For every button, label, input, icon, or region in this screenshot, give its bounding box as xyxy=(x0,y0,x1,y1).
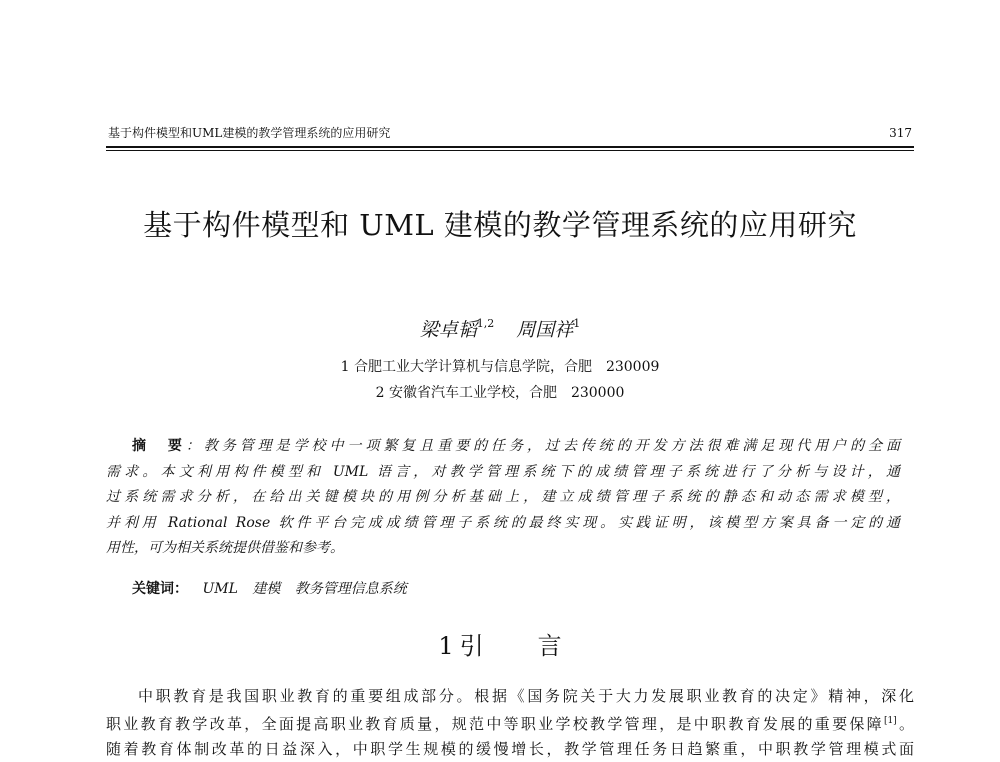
affiliation: 1 合肥工业大学计算机与信息学院，合肥 230009 xyxy=(340,359,660,375)
author-list xyxy=(0,311,1000,343)
keyword: UML xyxy=(202,581,238,597)
body-line xyxy=(106,709,914,737)
author-affil-mark: 1 xyxy=(573,317,581,330)
citation-ref: [1] xyxy=(883,716,897,726)
abstract-line: 需求。本文利用构件模型和 UML 语言，对教学管理系统下的成绩管理子系统进行了分析与设计，通 xyxy=(106,463,900,480)
affiliation: 2 安徽省汽车工业学校，合肥 230000 xyxy=(375,385,625,401)
abstract-text: ：教务管理是学校中一项繁复且重要的任务，过去传统的开发方法很难满足现代用户的全面 xyxy=(185,438,900,454)
body-line-end: 。 xyxy=(896,715,914,733)
keyword: 建模 xyxy=(252,581,281,597)
author-name: 周国祥 xyxy=(516,319,574,341)
keywords: 关键词： UML 建模 教务管理信息系统 xyxy=(132,581,407,597)
abstract xyxy=(106,434,900,562)
body-line: 随着教育体制改革的日益深入，中职学生规模的缓慢增长，教学管理任务日趋繁重，中职教学管理模式面 xyxy=(106,740,914,758)
section-number: 1 xyxy=(438,632,454,660)
running-header xyxy=(106,124,914,148)
abstract-line: 过系统需求分析，在给出关键模块的用例分析基础上，建立成绩管理子系统的静态和动态需求模型， xyxy=(106,489,900,505)
keywords-label: 关键词 xyxy=(132,581,174,597)
body-line: 中职教育是我国职业教育的重要组成部分。根据《国务院关于大力发展职业教育的决定》精神，深化 xyxy=(138,687,914,705)
abstract-line: 并利用 Rational Rose 软件平台完成成绩管理子系统的最终实现。实践证明，该模型方案具备一定的通 xyxy=(106,514,900,531)
section-title-part: 引 xyxy=(459,632,484,660)
author-affil-mark: 1,2 xyxy=(476,317,495,330)
abstract-label: 摘 要 xyxy=(132,438,186,454)
body-text xyxy=(106,684,914,762)
section-heading xyxy=(0,630,1000,662)
paper-title: 基于构件模型和 UML 建模的教学管理系统的应用研究 xyxy=(143,208,857,242)
keyword: 教务管理信息系统 xyxy=(294,581,407,597)
abstract-line xyxy=(106,434,900,460)
section-title-part: 言 xyxy=(537,632,562,660)
page-number: 317 xyxy=(889,126,912,140)
body-line-text: 职业教育教学改革，全面提高职业教育质量，规范中等职业学校教学管理，是中职教育发展的重要保障 xyxy=(106,715,884,733)
running-title: 基于构件模型和UML建模的教学管理系统的应用研究 xyxy=(108,126,391,140)
abstract-line: 用性，可为相关系统提供借鉴和参考。 xyxy=(106,540,344,556)
author-name: 梁卓韬 xyxy=(419,319,477,341)
